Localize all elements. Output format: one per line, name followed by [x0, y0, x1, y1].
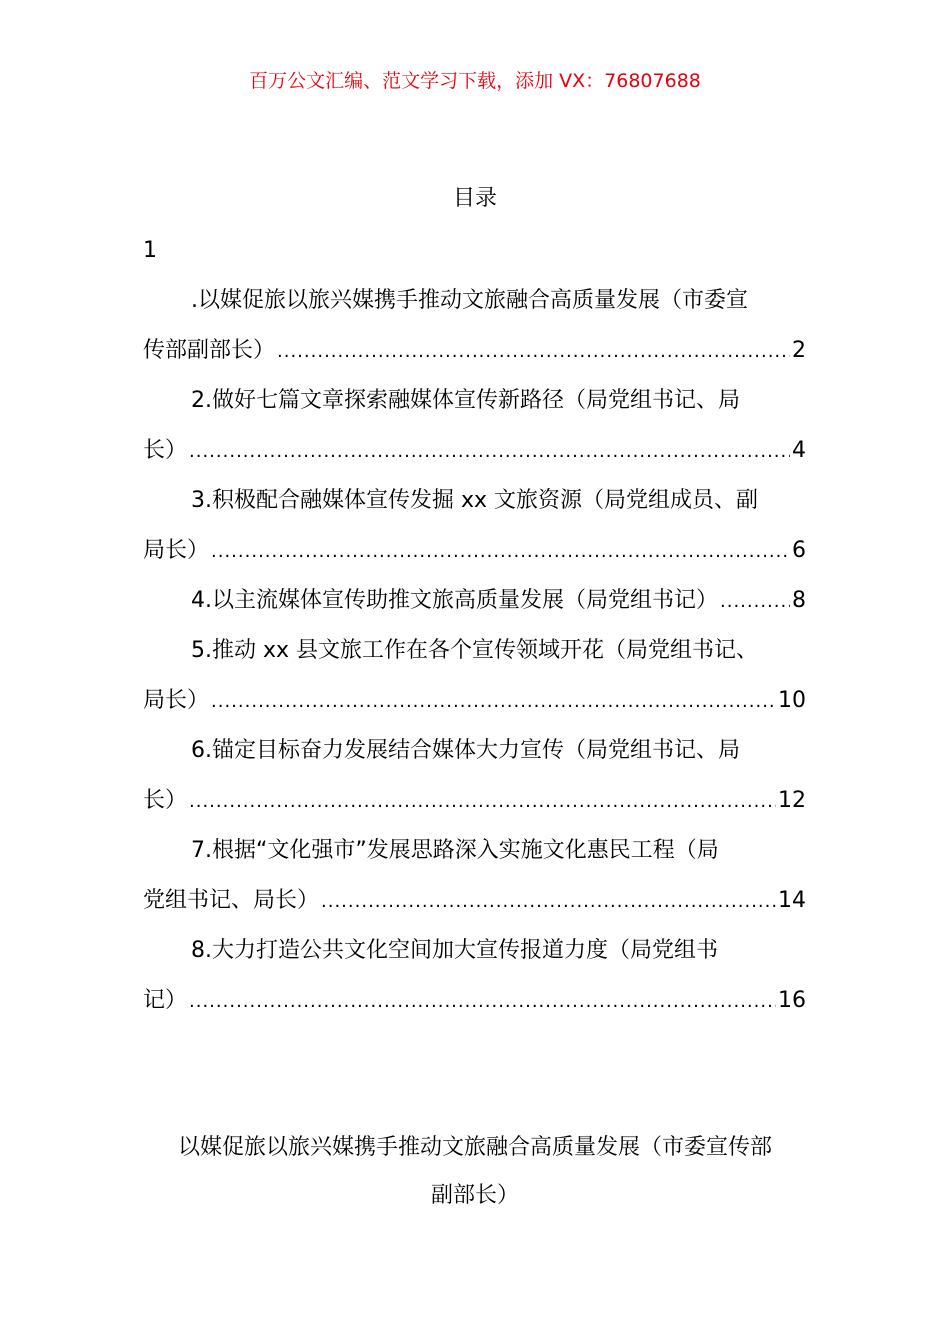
- dot-leader: [189, 433, 790, 471]
- toc-page-number: 6: [792, 538, 806, 563]
- toc-entry-5[interactable]: [143, 632, 806, 732]
- toc-page-number: 10: [778, 688, 806, 713]
- toc-entry-3[interactable]: [143, 482, 806, 582]
- toc-number: 1: [143, 238, 157, 263]
- dot-leader: [211, 533, 790, 571]
- toc-entry-text: 2.做好七篇文章探索融媒体宣传新路径（局党组书记、局: [191, 388, 740, 413]
- toc-page-number: 4: [792, 438, 806, 463]
- dot-leader: [211, 683, 776, 721]
- toc-entry-text: .以媒促旅以旅兴媒携手推动文旅融合高质量发展（市委宣: [191, 288, 748, 313]
- dot-leader: [189, 983, 776, 1021]
- toc-entry-2[interactable]: [143, 382, 806, 482]
- section-heading-line-2: 副部长）: [430, 1183, 519, 1208]
- table-of-contents: [143, 282, 806, 1032]
- toc-entry-1[interactable]: [143, 282, 806, 382]
- toc-entry-8[interactable]: [143, 932, 806, 1032]
- toc-entry-text: 3.积极配合融媒体宣传发掘 xx 文旅资源（局党组成员、副: [191, 488, 759, 513]
- dot-leader: [720, 583, 790, 621]
- toc-entry-text: 7.根据“文化强市”发展思路深入实施文化惠民工程（局: [191, 838, 719, 863]
- dot-leader: [189, 783, 776, 821]
- toc-page-number: 14: [778, 888, 806, 913]
- toc-entry-text-cont: 传部副部长）: [143, 338, 276, 363]
- toc-page-number: 16: [778, 988, 806, 1013]
- toc-entry-text-cont: 记）: [143, 988, 188, 1013]
- toc-entry-7[interactable]: [143, 832, 806, 932]
- toc-entry-text-cont: 局长）: [143, 538, 210, 563]
- toc-title: 目录: [452, 186, 497, 211]
- promo-header: 百万公文汇编、范文学习下载，添加 VX：76807688: [249, 70, 701, 92]
- toc-entry-text: 8.大力打造公共文化空间加大宣传报道力度（局党组书: [191, 938, 718, 963]
- toc-page-number: 8: [792, 588, 806, 613]
- toc-entry-text-cont: 长）: [143, 788, 188, 813]
- section-heading-line-1: 以媒促旅以旅兴媒携手推动文旅融合高质量发展（市委宣传部: [177, 1135, 772, 1160]
- dot-leader: [321, 883, 776, 921]
- toc-entry-4[interactable]: [143, 582, 806, 632]
- toc-entry-text: 5.推动 xx 县文旅工作在各个宣传领域开花（局党组书记、: [191, 638, 759, 663]
- toc-entry-text: 6.锚定目标奋力发展结合媒体大力宣传（局党组书记、局: [191, 738, 740, 763]
- toc-entry-text-cont: 长）: [143, 438, 188, 463]
- dot-leader: [277, 333, 790, 371]
- toc-entry-text-cont: 党组书记、局长）: [143, 888, 320, 913]
- toc-page-number: 12: [778, 788, 806, 813]
- section-heading: [140, 1124, 810, 1220]
- toc-entry-6[interactable]: [143, 732, 806, 832]
- toc-entry-text: 4.以主流媒体宣传助推文旅高质量发展（局党组书记）: [191, 588, 718, 613]
- toc-page-number: 2: [792, 338, 806, 363]
- toc-entry-text-cont: 局长）: [143, 688, 210, 713]
